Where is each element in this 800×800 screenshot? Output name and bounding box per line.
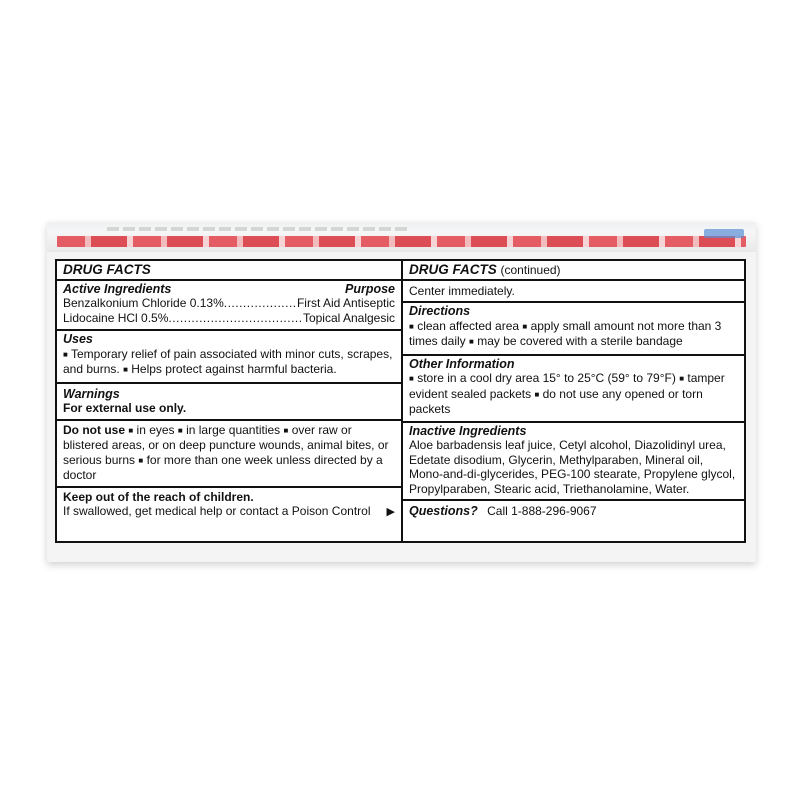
do-not-use-item: for more than one week unless directed by a doctor — [63, 452, 383, 482]
bullet-icon: ■ — [534, 389, 540, 399]
other-information-text — [409, 371, 738, 417]
warnings-heading: Warnings — [63, 386, 120, 401]
other-information-section — [403, 356, 744, 423]
inactive-ingredients-section — [403, 423, 744, 502]
do-not-use-item: in large quantities — [186, 422, 281, 437]
bullet-icon: ■ — [679, 374, 685, 383]
questions-phone: Call 1-888-296-9067 — [487, 504, 597, 518]
ingredient-name: Lidocaine HCl 0.5% — [63, 310, 169, 325]
drug-facts-right-column — [403, 261, 744, 541]
do-not-use-item: over raw or blistered areas, or on deep puncture wounds, animal bites, or serious burns — [63, 422, 389, 467]
directions-heading: Directions — [409, 304, 471, 318]
external-use-warning: For external use only. — [57, 401, 401, 421]
active-ingredients-section — [57, 281, 401, 332]
bullet-icon: ■ — [177, 425, 183, 435]
drug-facts-continued-title — [403, 261, 744, 281]
uses-item: Helps protect against harmful bacteria. — [131, 362, 337, 376]
warnings-section — [57, 384, 401, 522]
questions-section — [403, 501, 744, 521]
directions-item: clean affected area — [417, 318, 520, 333]
questions-label: Questions? — [409, 504, 478, 518]
other-information-item: tamper evident sealed packets — [409, 371, 725, 401]
continued-label: (continued) — [500, 263, 561, 277]
keep-out-label: Keep out of the reach of children. — [63, 489, 254, 504]
drug-facts-title-text: DRUG FACTS — [63, 262, 151, 277]
ingredient-purpose: Topical Analgesic — [302, 310, 395, 325]
ingredient-purpose: First Aid Antiseptic — [296, 296, 395, 310]
bullet-icon: ■ — [123, 365, 128, 374]
directions-text — [409, 319, 738, 350]
bullet-icon: ■ — [283, 425, 289, 435]
active-ingredients-heading: Active Ingredients — [63, 281, 172, 296]
continued-text-section — [403, 281, 744, 304]
bullet-icon: ■ — [138, 455, 144, 465]
inactive-ingredients-heading: Inactive Ingredients — [409, 423, 527, 438]
bullet-icon: ■ — [409, 374, 414, 383]
do-not-use-item: in eyes — [136, 422, 175, 437]
flap-brand-mark — [704, 229, 744, 238]
active-ingredient-row — [63, 296, 395, 311]
swallowed-text-row — [63, 504, 395, 519]
bullet-icon: ■ — [63, 349, 68, 359]
uses-text — [63, 347, 395, 378]
dot-leader — [168, 311, 303, 326]
drug-facts-left-column — [57, 261, 403, 541]
continued-text: Center immediately. — [409, 283, 515, 298]
purpose-heading: Purpose — [344, 281, 395, 296]
uses-item: Temporary relief of pain associated with minor cuts, scrapes, and burns. — [63, 346, 393, 376]
drug-facts-title — [57, 261, 401, 281]
other-information-item: store in a cool dry area 15° to 25°C (59° to 79°F) — [417, 371, 676, 385]
drug-facts-title-text: DRUG FACTS — [409, 262, 497, 277]
swallowed-text: If swallowed, get medical help or contact a Poison Control — [63, 504, 371, 518]
uses-heading: Uses — [63, 332, 93, 346]
active-ingredient-row — [63, 311, 395, 326]
inactive-ingredients-text: Aloe barbadensis leaf juice, Cetyl alcohol, Diazolidinyl urea, Edetate disodium, Glycerin, Methylparaben, Mineral oil, Mono-and-di-glycerides, PEG-100 stearate, Propylene glycol, Propylparaben, Stearic acid, Triethanolamine, Water. — [409, 438, 736, 496]
flap-brand-strip — [57, 236, 746, 247]
directions-item: apply small amount not more than 3 times daily — [409, 318, 722, 348]
bullet-icon: ■ — [409, 321, 414, 331]
other-information-item: do not use any opened or torn packets — [409, 386, 703, 416]
bullet-icon: ■ — [469, 337, 474, 346]
keep-out-block — [63, 488, 395, 519]
directions-section — [403, 303, 744, 356]
do-not-use-label: Do not use — [63, 422, 125, 437]
continue-arrow-icon: ▶ — [386, 506, 395, 518]
bullet-icon: ■ — [522, 321, 528, 331]
other-information-heading: Other Information — [409, 356, 515, 371]
carton-top-flap — [47, 222, 756, 252]
do-not-use-block — [57, 421, 401, 488]
ingredient-name: Benzalkonium Chloride 0.13% — [63, 296, 224, 310]
active-ingredients-header-row — [63, 282, 395, 297]
dot-leader — [224, 296, 297, 311]
uses-section — [57, 331, 401, 384]
directions-item: may be covered with a sterile bandage — [477, 334, 683, 348]
flap-printed-text — [107, 227, 407, 231]
bullet-icon: ■ — [128, 425, 134, 435]
drug-facts-panel — [55, 259, 746, 543]
